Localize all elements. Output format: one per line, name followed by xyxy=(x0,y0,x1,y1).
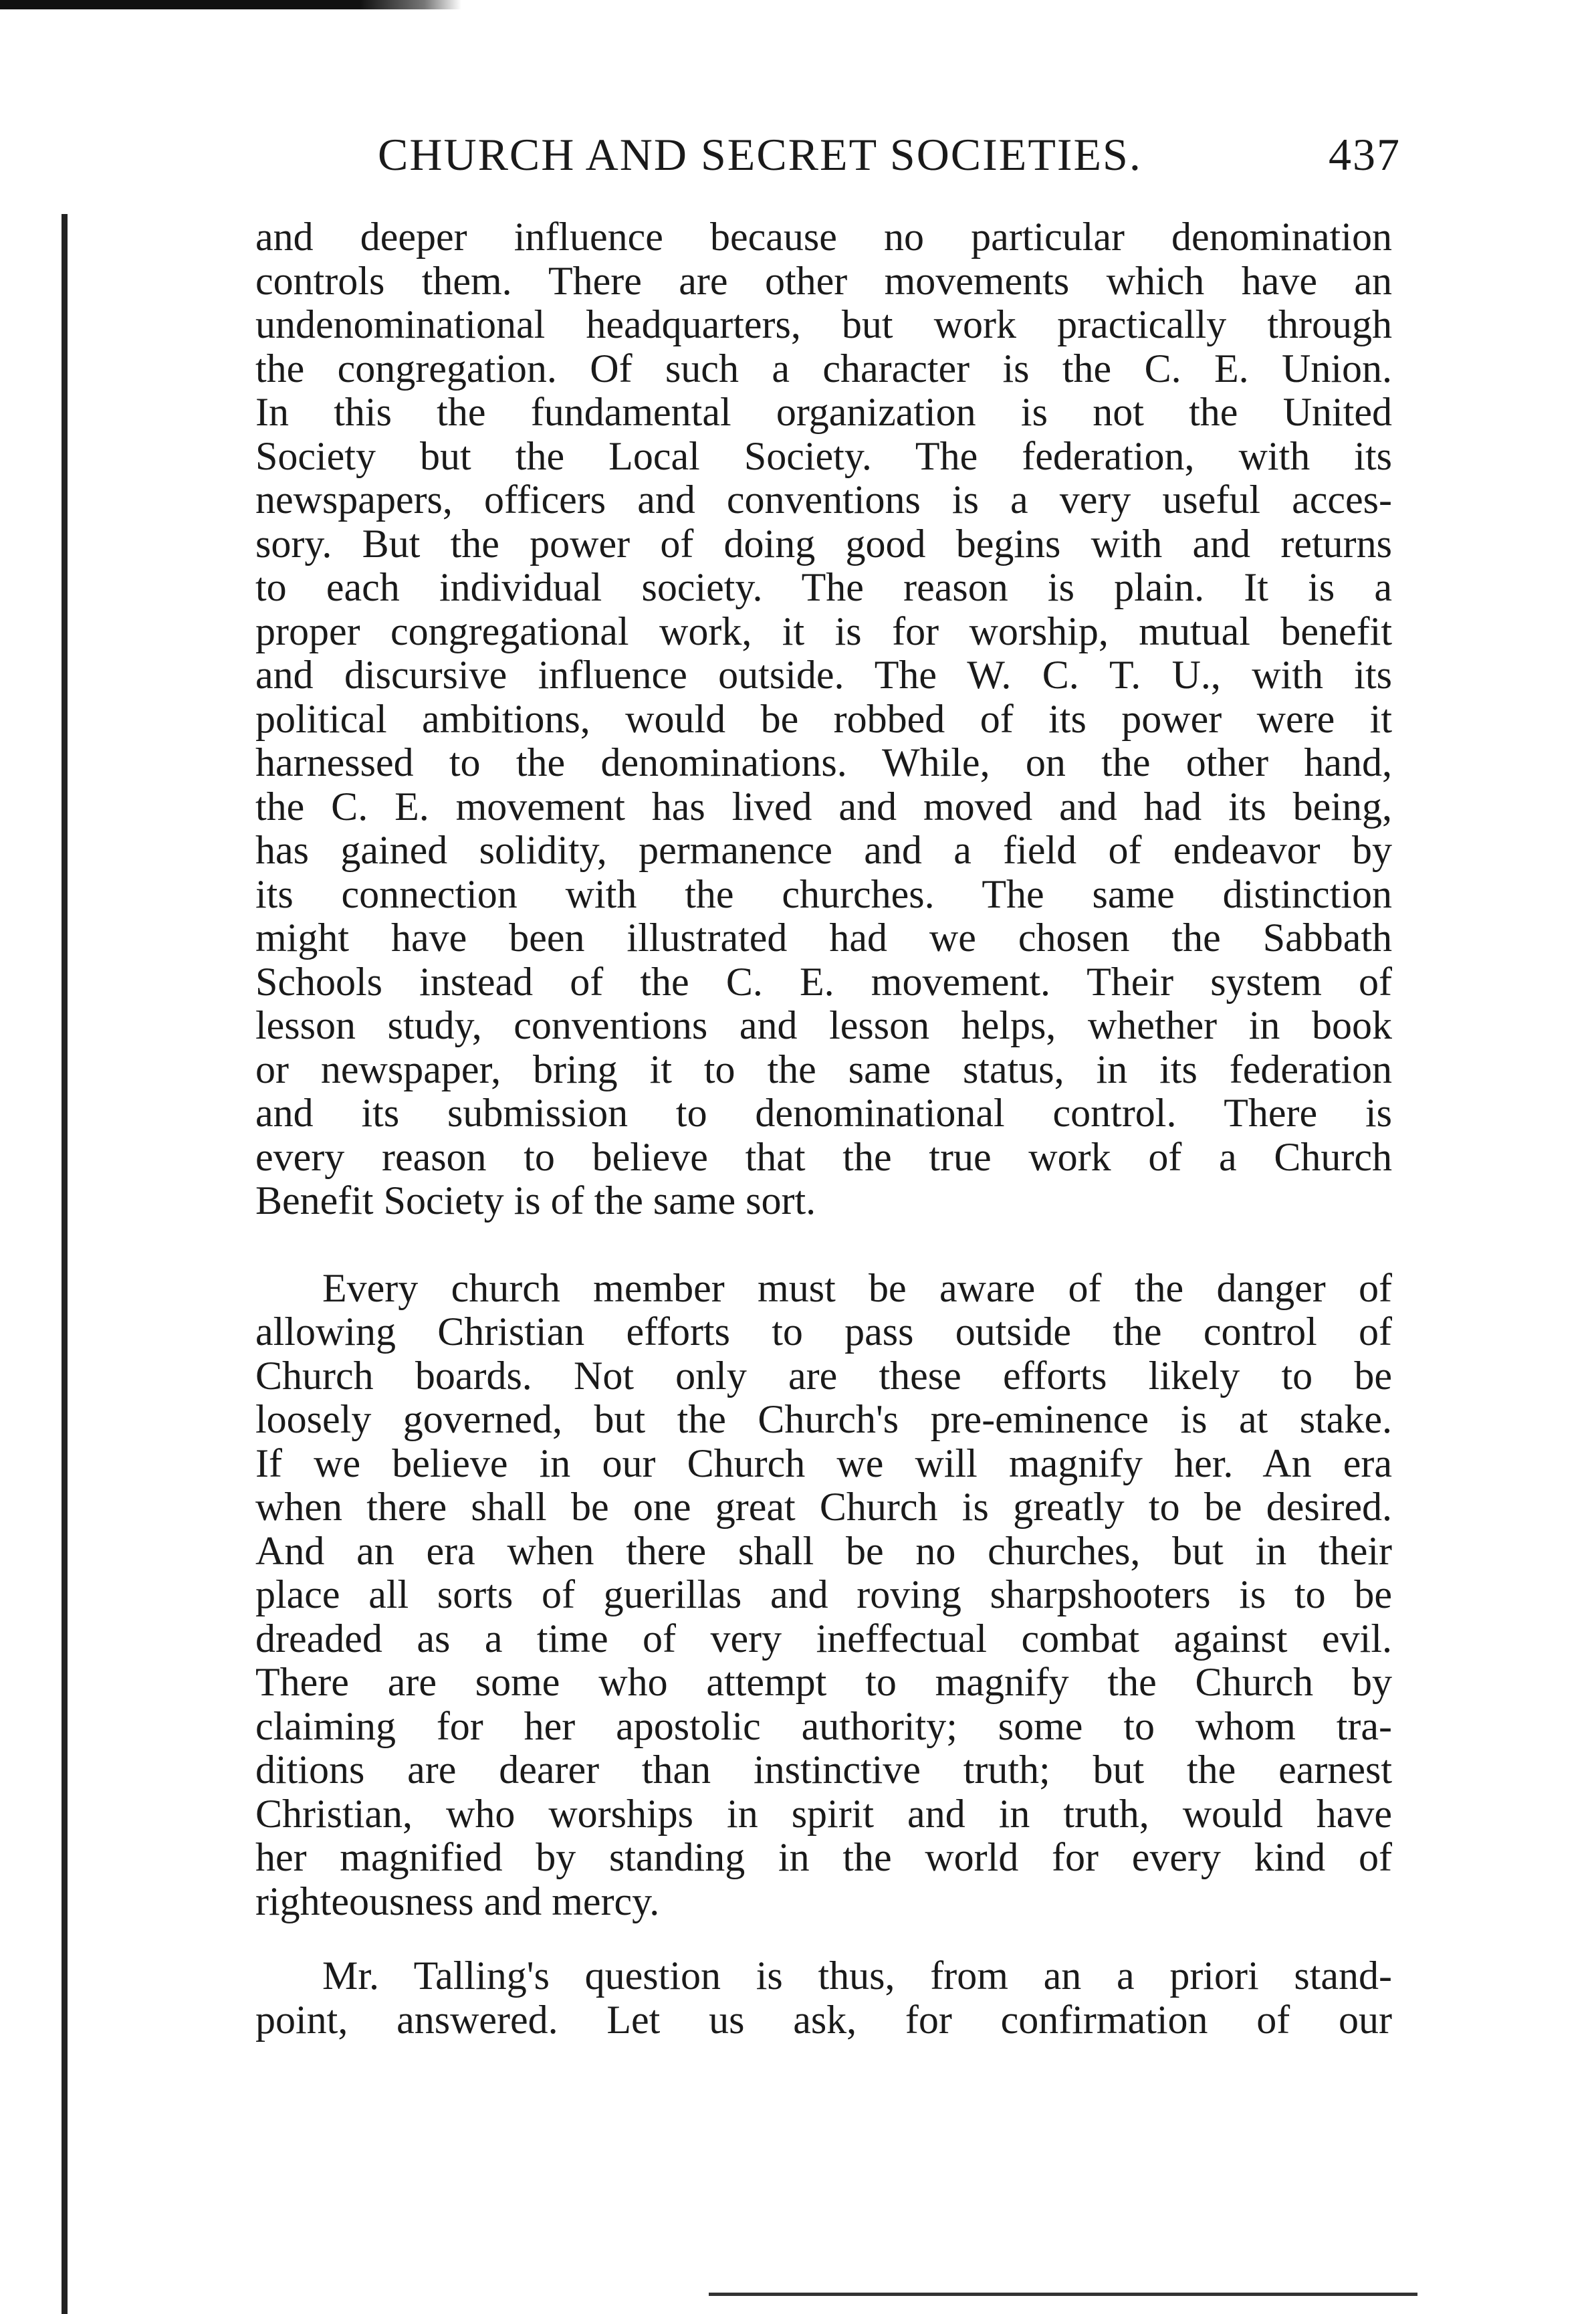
text-line: dreaded as a time of very ineffectual combat against evil. xyxy=(255,1616,1392,1661)
text-line: her magnified by standing in the world for every kind of xyxy=(255,1836,1392,1879)
body-text xyxy=(255,215,1392,2042)
text-line: undenominational headquarters, but work practically through xyxy=(255,303,1392,346)
text-line: proper congregational work, it is for worship, mutual benefit xyxy=(255,609,1392,653)
text-line: Society but the Local Society. The federation, with its xyxy=(255,434,1392,478)
page-header xyxy=(378,128,1401,189)
paragraph-2 xyxy=(255,1267,1392,1924)
text-line: newspapers, officers and conventions is a very useful acces- xyxy=(255,478,1392,522)
text-line: harnessed to the denominations. While, on the other hand, xyxy=(255,741,1392,784)
text-line: ditions are dearer than instinctive truth; but the earnest xyxy=(255,1748,1392,1792)
text-line: loosely governed, but the Church's pre-eminence is at stake. xyxy=(255,1398,1392,1441)
page-number: 437 xyxy=(1329,129,1401,180)
text-line: claiming for her apostolic authority; some to whom tra- xyxy=(255,1704,1392,1748)
text-line: controls them. There are other movements which have an xyxy=(255,259,1392,303)
text-line: point, answered. Let us ask, for confirmation of our xyxy=(255,1998,1392,2042)
text-line: lesson study, conventions and lesson helps, whether in book xyxy=(255,1004,1392,1047)
text-line: the congregation. Of such a character is the C. E. Union. xyxy=(255,346,1392,391)
text-line: Every church member must be aware of the danger of xyxy=(322,1266,1392,1310)
bottom-rule xyxy=(709,2293,1417,2296)
text-line: Church boards. Not only are these efforts likely to be xyxy=(255,1354,1392,1398)
running-head: CHURCH AND SECRET SOCIETIES. xyxy=(378,129,1142,180)
text-line: and deeper influence because no particular denomination xyxy=(255,215,1392,259)
text-line: might have been illustrated had we chosen the Sabbath xyxy=(255,916,1392,960)
text-line: political ambitions, would be robbed of its power were it xyxy=(255,697,1392,741)
text-line: has gained solidity, permanence and a field of endeavor by xyxy=(255,829,1392,872)
text-line: to each individual society. The reason is plain. It is a xyxy=(255,566,1392,609)
left-margin-rule xyxy=(62,214,68,2314)
text-line: every reason to believe that the true work of a Church xyxy=(255,1135,1392,1179)
text-line: Christian, who worships in spirit and in truth, would have xyxy=(255,1792,1392,1836)
text-line: and discursive influence outside. The W. C. T. U., with its xyxy=(255,653,1392,697)
text-line: allowing Christian efforts to pass outside the control of xyxy=(255,1310,1392,1354)
text-line: when there shall be one great Church is greatly to be desired. xyxy=(255,1485,1392,1529)
text-line: the C. E. movement has lived and moved and had its being, xyxy=(255,784,1392,829)
paragraph-gap xyxy=(255,1223,1392,1267)
text-line: place all sorts of guerillas and roving sharpshooters is to be xyxy=(255,1573,1392,1616)
text-line: its connection with the churches. The same distinction xyxy=(255,872,1392,916)
text-line: Mr. Talling's question is thus, from an a priori stand- xyxy=(322,1954,1392,1998)
top-rule xyxy=(0,0,461,9)
text-line: righteousness and mercy. xyxy=(255,1879,660,1923)
text-line: In this the fundamental organization is not the United xyxy=(255,391,1392,434)
text-line: Benefit Society is of the same sort. xyxy=(255,1179,816,1223)
text-line: And an era when there shall be no churches, but in their xyxy=(255,1529,1392,1573)
text-line: and its submission to denominational control. There is xyxy=(255,1091,1392,1135)
text-line: Schools instead of the C. E. movement. Their system of xyxy=(255,960,1392,1004)
paragraph-gap xyxy=(255,1923,1392,1954)
text-line: sory. But the power of doing good begins with and returns xyxy=(255,522,1392,566)
paragraph-1 xyxy=(255,215,1392,1223)
text-line: There are some who attempt to magnify the Church by xyxy=(255,1661,1392,1704)
text-line: or newspaper, bring it to the same status, in its federation xyxy=(255,1047,1392,1091)
paragraph-3 xyxy=(255,1954,1392,2042)
text-line: If we believe in our Church we will magnify her. An era xyxy=(255,1441,1392,1485)
